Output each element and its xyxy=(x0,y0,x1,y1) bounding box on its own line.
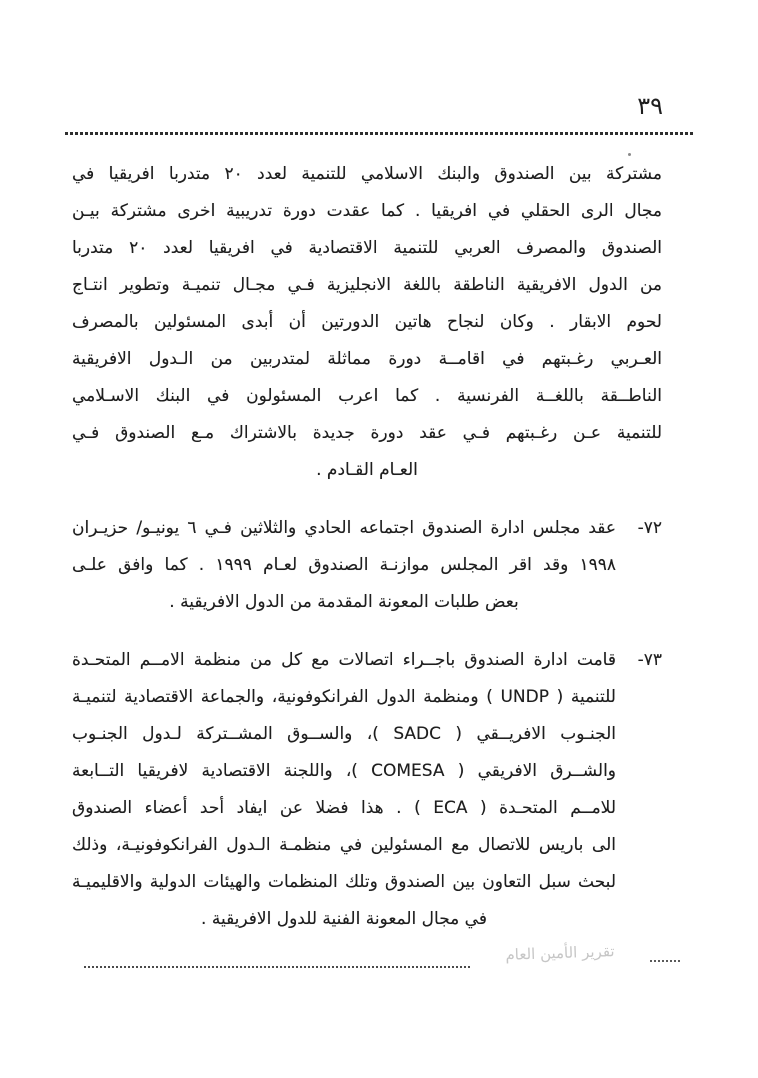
body-text xyxy=(72,156,662,938)
list-item-73 xyxy=(72,642,662,938)
item-number: ٧٢- xyxy=(637,518,662,538)
text-line: ١٩٩٨ وقد اقر المجلس موازنـة الصندوق لعـام ١٩٩٩ . كما وافق علـى xyxy=(72,555,616,575)
footer-dotted-rule-short xyxy=(650,960,680,962)
text-line: العـام القـادم . xyxy=(316,460,418,480)
footer-dotted-rule xyxy=(84,966,472,968)
text-line: الصندوق والمصرف العربي للتنمية الاقتصادية في افريقيا لعدد ٢٠ متدربا xyxy=(72,238,662,258)
text-line: مشتركة بين الصندوق والبنك الاسلامي للتنمية لعدد ٢٠ متدربا افريقيا في xyxy=(72,164,662,184)
text-line: من الدول الافريقية الناطقة باللغة الانجليزية فـي مجـال تنميـة وتطوير انتـاج xyxy=(72,275,662,295)
header-dotted-rule xyxy=(65,132,693,135)
page-number: ٣٩ xyxy=(637,92,663,120)
footer-faint-inscription: تقرير الأمين العام xyxy=(505,942,615,964)
text-line: والشــرق الافريقي ( COMESA )، واللجنة الاقتصادية لافريقيا التــابعة xyxy=(72,761,616,781)
text-line: للتنمية ( UNDP ) ومنظمة الدول الفرانكوفونية، والجماعة الاقتصادية لتنميـة xyxy=(72,687,616,707)
text-line: للامــم المتحـدة ( ECA ) . هذا فضلا عن ايفاد أحد أعضاء الصندوق xyxy=(72,798,616,818)
text-line: الناطــقة باللغــة الفرنسية . كما اعرب المسئولون في البنك الاسـلامي xyxy=(72,386,662,406)
item-lines xyxy=(72,642,616,938)
text-line: لحوم الابقار . وكان لنجاح هاتين الدورتين أن أبدى المسئولين بالمصرف xyxy=(72,312,662,332)
text-line: لبحث سبل التعاون بين الصندوق وتلك المنظمات والهيئات الدولية والاقليميـة xyxy=(72,872,616,892)
item-number: ٧٣- xyxy=(637,650,662,670)
item-lines xyxy=(72,510,616,621)
list-item-72 xyxy=(72,510,662,621)
text-line: عقد مجلس ادارة الصندوق اجتماعه الحادي والثلاثين فـي ٦ يونيـو/ حزيـران xyxy=(72,518,616,538)
text-line: مجال الرى الحقلي في افريقيا . كما عقدت دورة تدريبية اخرى مشتركة بيـن xyxy=(72,201,662,221)
text-line: الجنـوب الافريــقي ( SADC )، والســوق المشــتركة لـدول الجنـوب xyxy=(72,724,616,744)
text-line: للتنمية عـن رغـبتهم فـي عقد دورة جديدة بالاشتراك مـع الصندوق فـي xyxy=(72,423,662,443)
text-line: الى باريس للاتصال مع المسئولين في منظمـة الـدول الفرانكوفونيـة، وذلك xyxy=(72,835,616,855)
text-line: بعض طلبات المعونة المقدمة من الدول الافريقية . xyxy=(169,592,519,612)
text-line: العـربي رغـبتهم في اقامــة دورة مماثلة لمتدربين من الـدول الافريقية xyxy=(72,349,662,369)
continuation-paragraph xyxy=(72,156,662,489)
text-line: في مجال المعونة الفنية للدول الافريقية . xyxy=(201,909,487,929)
text-line: قامت ادارة الصندوق باجــراء اتصالات مع كل من منظمة الامــم المتحـدة xyxy=(72,650,616,670)
